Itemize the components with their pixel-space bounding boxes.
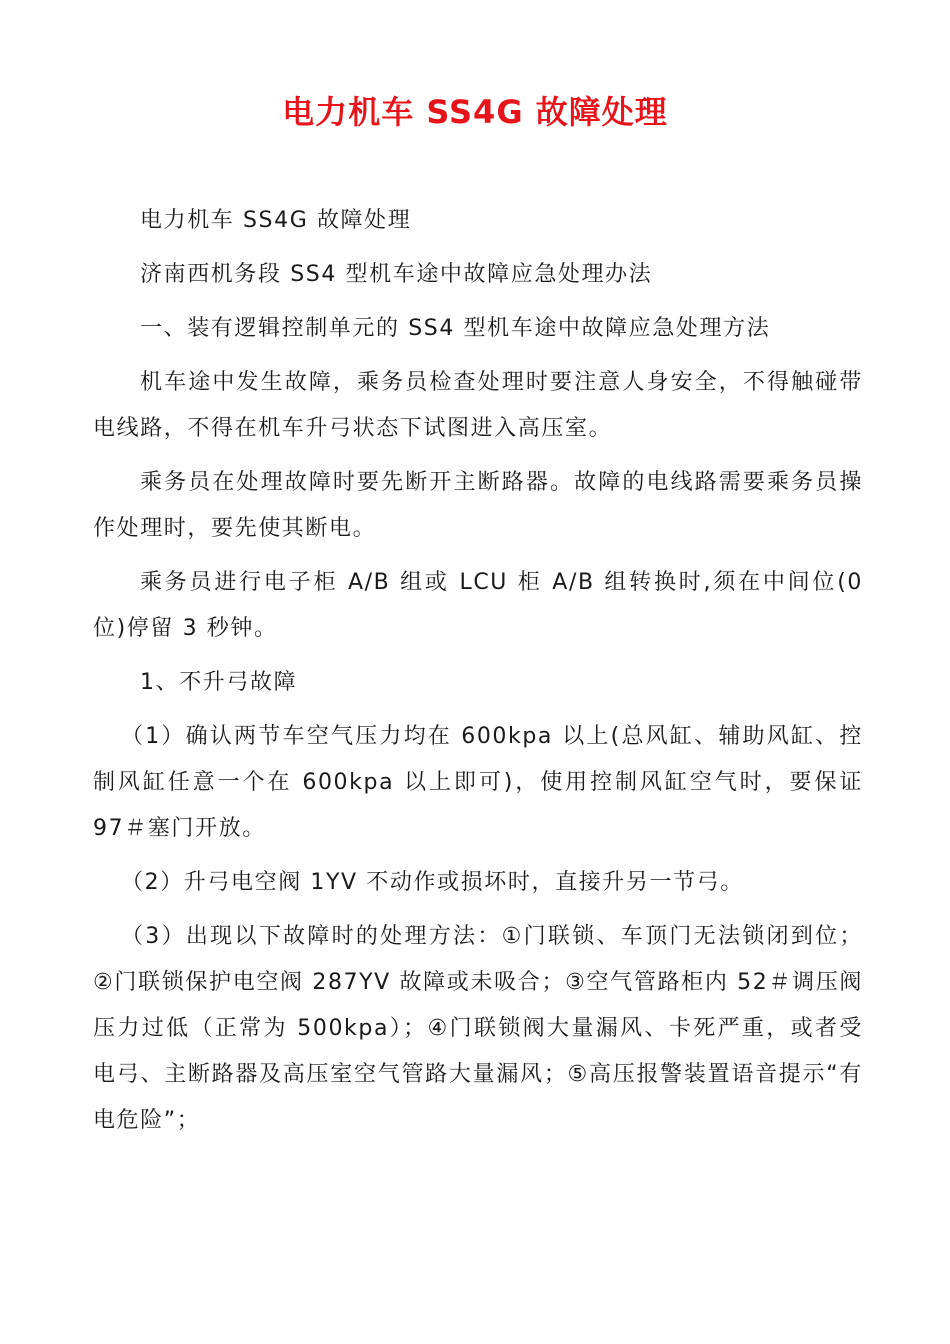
paragraph-subsection-1: 1、不升弓故障 <box>140 670 298 695</box>
paragraph-heading-repeat: 电力机车 SS4G 故障处理 <box>140 208 412 233</box>
paragraph-source: 济南西机务段 SS4 型机车途中故障应急处理办法 <box>140 262 653 287</box>
paragraph-safety: 机车途中发生故障，乘务员检查处理时要注意人身安全，不得触碰带电线路，不得在机车升弓状态下试图进入高压室。 <box>93 370 863 441</box>
paragraph-breaker: 乘务员在处理故障时要先断开主断路器。故障的电线路需要乘务员操作处理时，要先使其断电。 <box>93 470 863 541</box>
paragraph-section-one: 一、装有逻辑控制单元的 SS4 型机车途中故障应急处理方法 <box>140 316 771 341</box>
paragraph-item-2: （2）升弓电空阀 1YV 不动作或损坏时，直接升另一节弓。 <box>121 870 744 895</box>
paragraph-item-3: （3）出现以下故障时的处理方法：①门联锁、车顶门无法锁闭到位；②门联锁保护电空阀 287YV 故障或未吸合；③空气管路柜内 52＃调压阀压力过低（正常为 500kpa）；④门联锁阀大量漏风、卡死严重，或者受电弓、主断路器及高压室空气管路大量漏风；⑤高压报警装置语音提示“有电危险”； <box>93 924 863 1133</box>
paragraph-switch-over: 乘务员进行电子柜 A/B 组或 LCU 柜 A/B 组转换时,须在中间位(0 位)停留 3 秒钟。 <box>93 570 863 641</box>
document-title: 电力机车 SS4G 故障处理 <box>282 93 668 131</box>
paragraph-item-1: （1）确认两节车空气压力均在 600kpa 以上(总风缸、辅助风缸、控制风缸任意一个在 600kpa 以上即可)，使用控制风缸空气时，要保证 97＃塞门开放。 <box>93 724 863 841</box>
document-body <box>93 198 863 1152</box>
